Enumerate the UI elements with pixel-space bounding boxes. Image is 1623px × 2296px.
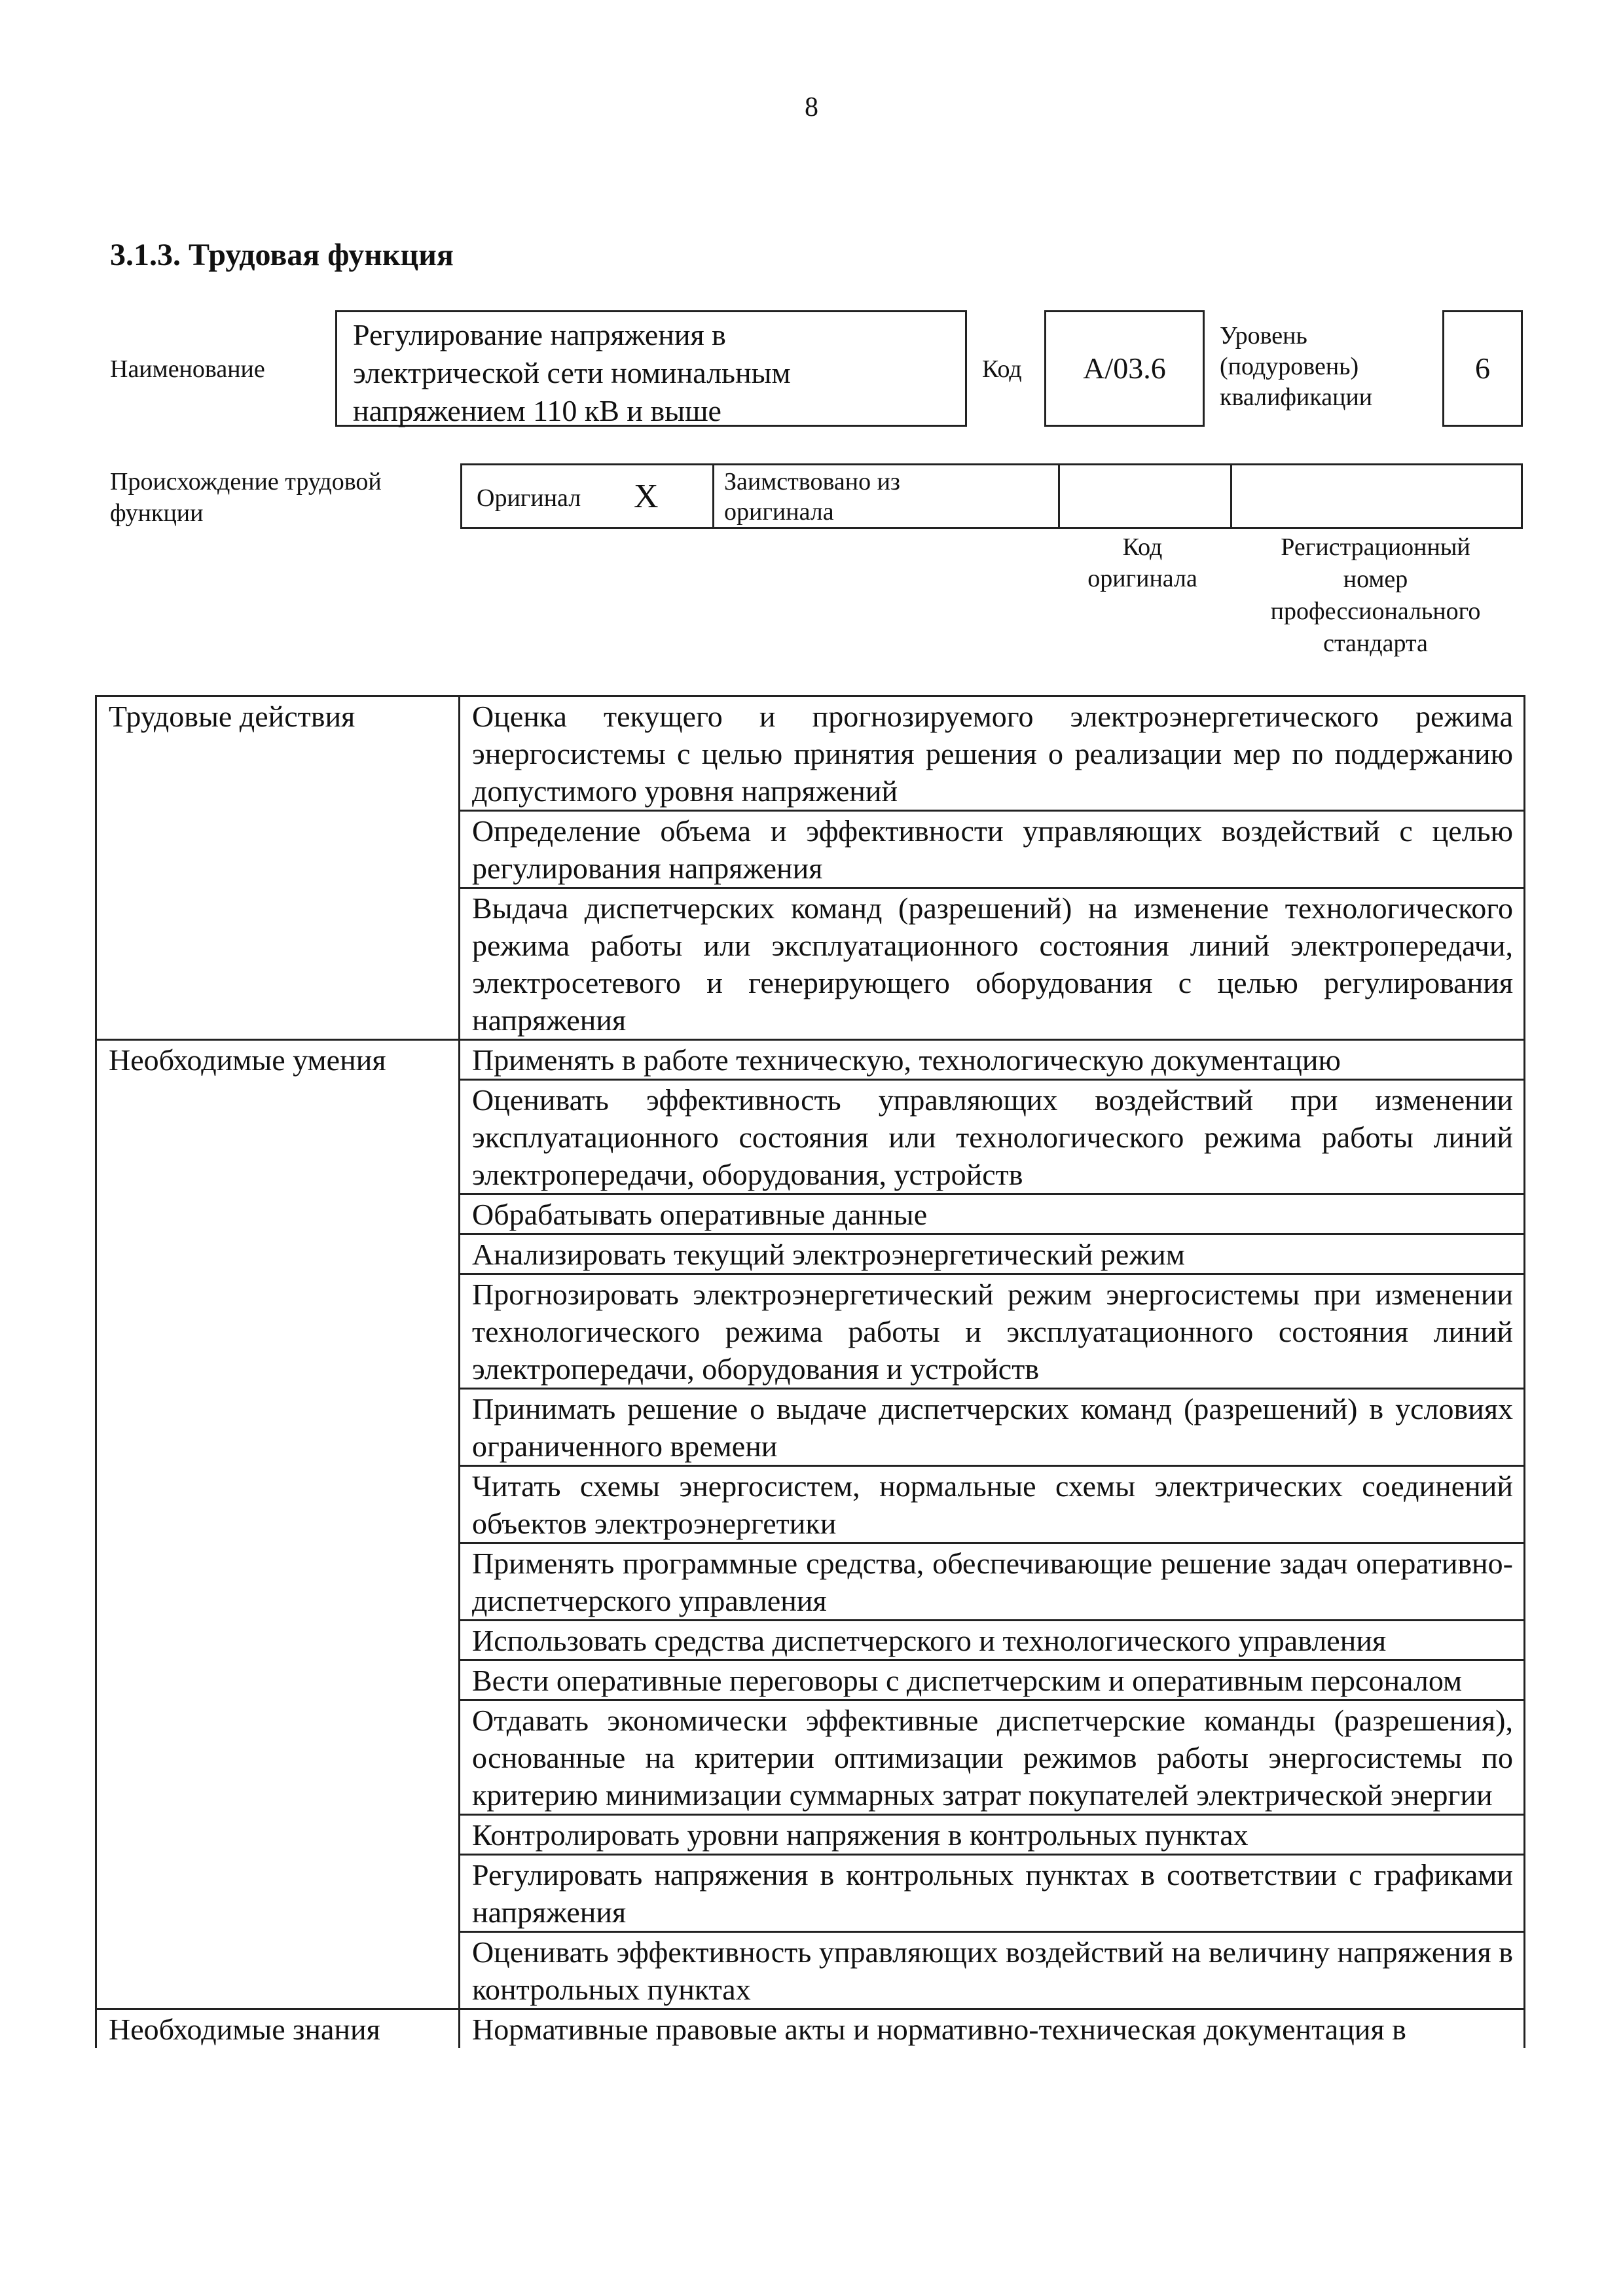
origin-divider xyxy=(1230,465,1232,527)
borrowed-label xyxy=(724,467,900,527)
code-original-caption xyxy=(1057,531,1228,594)
borrowed-label-line: Заимствовано из xyxy=(724,468,900,495)
table-row xyxy=(96,1040,1525,1080)
caption-line: Регистрационный xyxy=(1281,533,1470,561)
code-value: А/03.6 xyxy=(1083,351,1166,385)
section-title: 3.1.3. Трудовая функция xyxy=(110,238,454,272)
name-line: напряжением 110 кВ и выше xyxy=(353,394,721,427)
caption-line: профессионального xyxy=(1270,598,1481,625)
code-value-box xyxy=(1044,310,1205,427)
table-cell: Анализировать текущий электроэнергетический режим xyxy=(460,1234,1525,1274)
caption-line: номер xyxy=(1343,565,1408,593)
caption-line: стандарта xyxy=(1323,630,1428,657)
name-value-box xyxy=(335,310,967,427)
table-row xyxy=(96,2009,1525,2049)
origin-label-line: функции xyxy=(110,499,204,527)
table-cell: Обрабатывать оперативные данные xyxy=(460,1194,1525,1234)
level-value-box xyxy=(1442,310,1523,427)
name-label: Наименование xyxy=(110,355,265,383)
section-label: Необходимые умения xyxy=(96,1040,460,2009)
level-value: 6 xyxy=(1475,351,1490,385)
table-cell: Прогнозировать электроэнергетический режим энергосистемы при изменении технологического режима работы и эксплуатационного состояния линий электропередачи, оборудования и устройств xyxy=(460,1274,1525,1389)
table-cell: Использовать средства диспетчерского и технологического управления xyxy=(460,1621,1525,1660)
name-line: Регулирование напряжения в xyxy=(353,318,726,351)
table-cell: Определение объема и эффективности управляющих воздействий с целью регулирования напряжения xyxy=(460,811,1525,888)
origin-label-line: Происхождение трудовой xyxy=(110,468,382,495)
table-cell: Регулировать напряжения в контрольных пунктах в соответствии с графиками напряжения xyxy=(460,1855,1525,1932)
table-cell: Принимать решение о выдаче диспетчерских команд (разрешений) в условиях ограниченного времени xyxy=(460,1389,1525,1466)
level-label-line: Уровень xyxy=(1220,322,1307,350)
borrowed-label-line: оригинала xyxy=(724,498,834,526)
table-cell: Применять в работе техническую, технологическую документацию xyxy=(460,1040,1525,1080)
caption-line: оригинала xyxy=(1087,565,1197,592)
page-number: 8 xyxy=(805,92,818,122)
table-cell: Оценка текущего и прогнозируемого электроэнергетического режима энергосистемы с целью принятия решения о реализации мер по поддержанию допустимого уровня напряжений xyxy=(460,696,1525,811)
section-label: Необходимые знания xyxy=(96,2009,460,2049)
original-label: Оригинал xyxy=(477,484,581,512)
table-cell: Оценивать эффективность управляющих воздействий на величину напряжения в контрольных пунктах xyxy=(460,1932,1525,2009)
table-cell: Контролировать уровни напряжения в контрольных пунктах xyxy=(460,1815,1525,1855)
origin-label xyxy=(110,466,382,529)
origin-divider xyxy=(1058,465,1060,527)
code-label: Код xyxy=(982,355,1022,383)
level-label xyxy=(1220,321,1372,413)
origin-row xyxy=(460,463,1523,529)
caption-line: Код xyxy=(1122,533,1163,561)
table-cell: Отдавать экономически эффективные диспетчерские команды (разрешения), основанные на критерии оптимизации режимов работы энергосистемы по критерию минимизации суммарных затрат покупателей электрической энергии xyxy=(460,1700,1525,1815)
table-cell: Оценивать эффективность управляющих воздействий при изменении эксплуатационного состояния или технологического режима работы линий электропередачи, оборудования, устройств xyxy=(460,1080,1525,1194)
origin-divider xyxy=(712,465,714,527)
table-cell: Вести оперативные переговоры с диспетчерским и оперативным персоналом xyxy=(460,1660,1525,1700)
section-label: Трудовые действия xyxy=(96,696,460,1040)
original-mark: X xyxy=(634,478,659,515)
table-cell: Применять программные средства, обеспечивающие решение задач оперативно-диспетчерского управления xyxy=(460,1543,1525,1621)
level-label-line: квалификации xyxy=(1220,384,1373,411)
reg-number-caption xyxy=(1228,531,1523,660)
level-label-line: (подуровень) xyxy=(1220,353,1359,380)
table-cell: Нормативные правовые акты и нормативно-техническая документация в xyxy=(460,2009,1525,2049)
table-cell: Читать схемы энергосистем, нормальные схемы электрических соединений объектов электроэнергетики xyxy=(460,1466,1525,1543)
table-cell: Выдача диспетчерских команд (разрешений) на изменение технологического режима работы или эксплуатационного состояния линий электропередачи, электросетевого и генерирующего оборудования с целью регулирования напряжения xyxy=(460,888,1525,1040)
table-row xyxy=(96,696,1525,811)
name-line: электрической сети номинальным xyxy=(353,356,791,389)
labor-function-table xyxy=(95,695,1525,2048)
